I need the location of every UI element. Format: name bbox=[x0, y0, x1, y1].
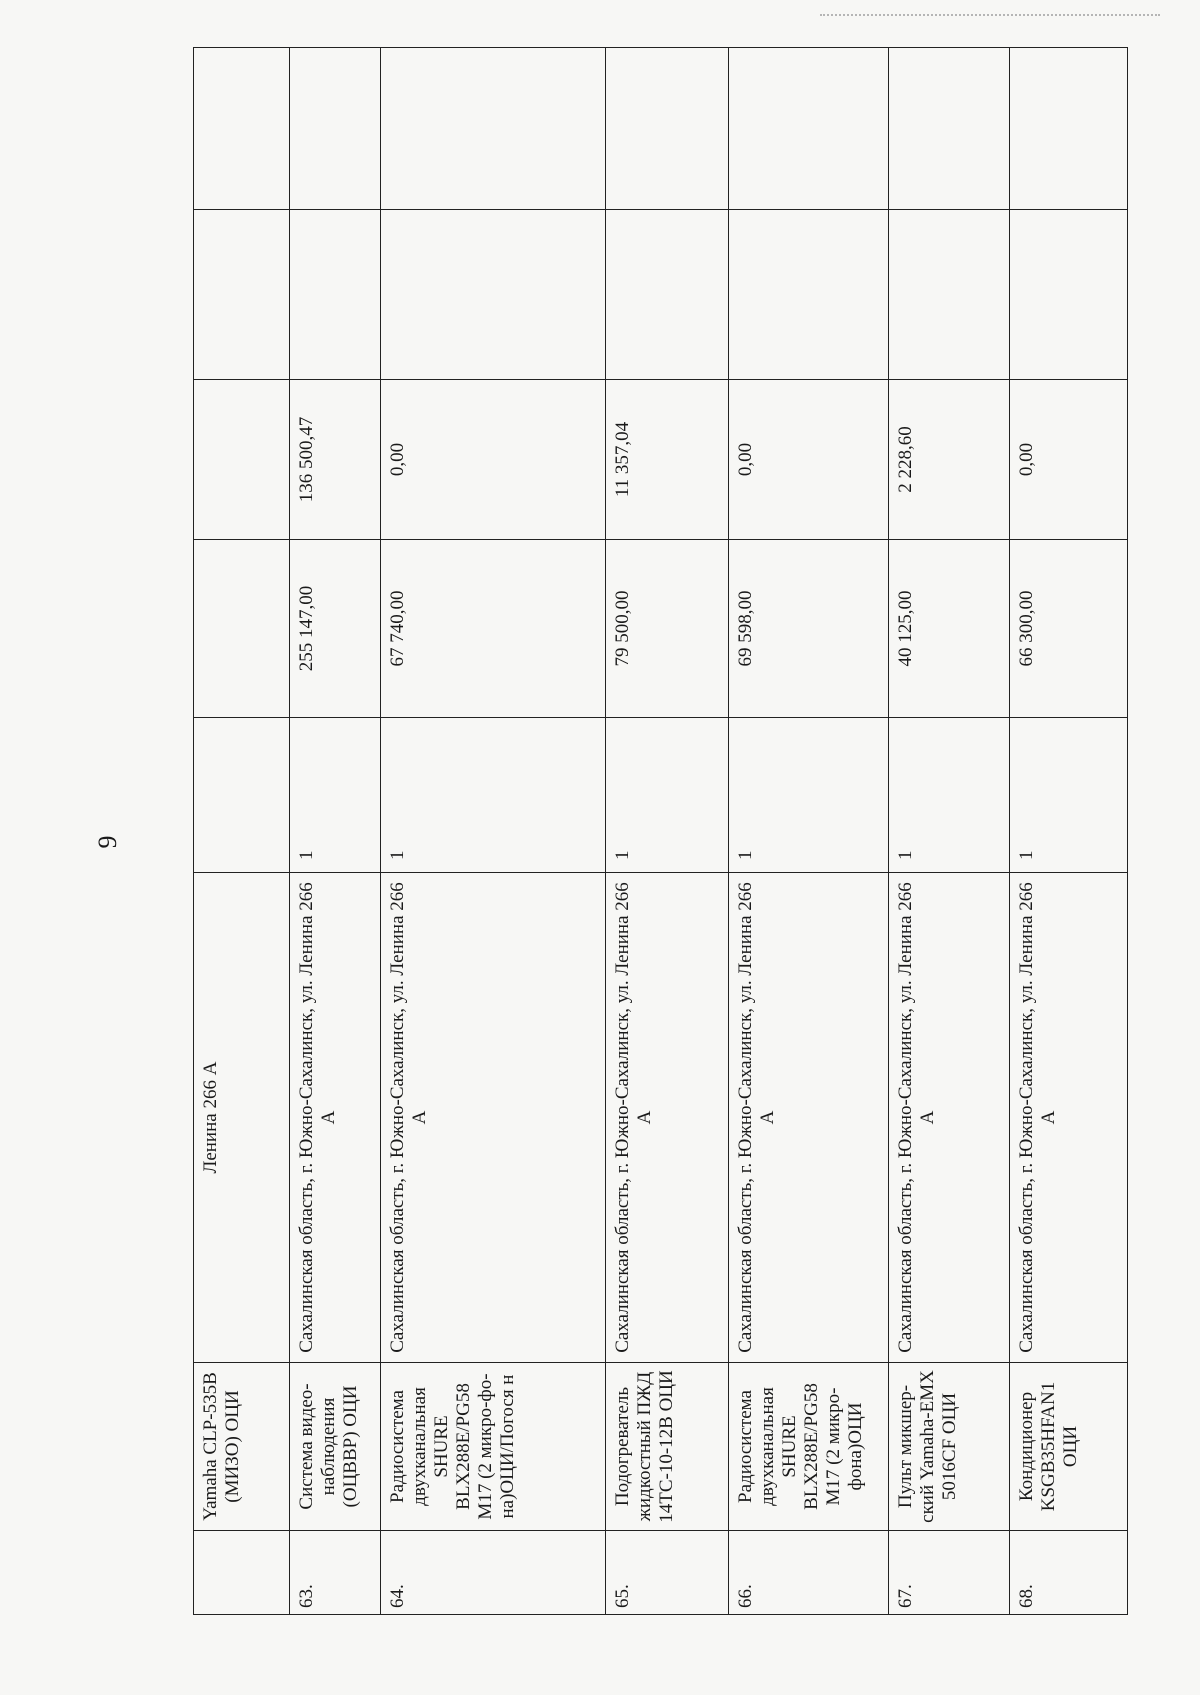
item-name: Система видео-наблюдения (ОЦВВР) ОЦИ bbox=[290, 1363, 381, 1531]
scan-marks bbox=[820, 14, 1160, 26]
item-name: Радиосистема двухканальная SHURE BLX288E/PG58 M17 (2 микро-фо-на)ОЦИ/Погося н bbox=[381, 1363, 606, 1531]
item-address: Сахалинская область, г. Южно-Сахалинск, ул. Ленина 266 А bbox=[889, 873, 1010, 1363]
table-row bbox=[290, 48, 381, 1615]
item-cost: 40 125,00 bbox=[889, 540, 1010, 718]
item-extra-1 bbox=[194, 210, 290, 380]
item-cost: 79 500,00 bbox=[605, 540, 728, 718]
document-sheet bbox=[193, 48, 1128, 1615]
item-extra-1 bbox=[1010, 210, 1128, 380]
item-quantity bbox=[194, 718, 290, 873]
item-residual-value: 2 228,60 bbox=[889, 380, 1010, 540]
item-residual-value: 0,00 bbox=[728, 380, 888, 540]
row-number: 64. bbox=[381, 1531, 606, 1615]
item-quantity: 1 bbox=[381, 718, 606, 873]
item-extra-2 bbox=[290, 48, 381, 210]
table-row bbox=[1010, 48, 1128, 1615]
row-number: 65. bbox=[605, 1531, 728, 1615]
item-cost bbox=[194, 540, 290, 718]
document-sheet-inner bbox=[193, 48, 1128, 1615]
item-quantity: 1 bbox=[728, 718, 888, 873]
table-row bbox=[605, 48, 728, 1615]
item-extra-1 bbox=[728, 210, 888, 380]
item-quantity: 1 bbox=[1010, 718, 1128, 873]
page-number: 9 bbox=[93, 835, 122, 849]
table-row bbox=[728, 48, 888, 1615]
item-address: Сахалинская область, г. Южно-Сахалинск, ул. Ленина 266 А bbox=[381, 873, 606, 1363]
item-cost: 66 300,00 bbox=[1010, 540, 1128, 718]
item-name: Подогреватель жидкостный ПЖД 14ТС-10-12В ОЦИ bbox=[605, 1363, 728, 1531]
item-extra-1 bbox=[605, 210, 728, 380]
item-extra-2 bbox=[889, 48, 1010, 210]
table-row bbox=[381, 48, 606, 1615]
item-cost: 255 147,00 bbox=[290, 540, 381, 718]
item-extra-2 bbox=[194, 48, 290, 210]
inventory-table bbox=[193, 47, 1128, 1615]
table-row bbox=[194, 48, 290, 1615]
item-cost: 67 740,00 bbox=[381, 540, 606, 718]
item-address: Сахалинская область, г. Южно-Сахалинск, ул. Ленина 266 А bbox=[728, 873, 888, 1363]
item-extra-1 bbox=[889, 210, 1010, 380]
item-residual-value: 136 500,47 bbox=[290, 380, 381, 540]
item-quantity: 1 bbox=[605, 718, 728, 873]
item-address: Сахалинская область, г. Южно-Сахалинск, ул. Ленина 266 А bbox=[605, 873, 728, 1363]
item-address: Сахалинская область, г. Южно-Сахалинск, ул. Ленина 266 А bbox=[290, 873, 381, 1363]
item-address: Ленина 266 А bbox=[194, 873, 290, 1363]
item-residual-value: 11 357,04 bbox=[605, 380, 728, 540]
item-residual-value: 0,00 bbox=[381, 380, 606, 540]
item-extra-2 bbox=[605, 48, 728, 210]
row-number: 68. bbox=[1010, 1531, 1128, 1615]
row-number: 63. bbox=[290, 1531, 381, 1615]
item-extra-2 bbox=[728, 48, 888, 210]
item-residual-value: 0,00 bbox=[1010, 380, 1128, 540]
item-name: Пульт микшер-ский Yamaha-EMX 5016CF ОЦИ bbox=[889, 1363, 1010, 1531]
row-number: 67. bbox=[889, 1531, 1010, 1615]
item-extra-1 bbox=[381, 210, 606, 380]
item-extra-2 bbox=[381, 48, 606, 210]
row-number bbox=[194, 1531, 290, 1615]
item-extra-1 bbox=[290, 210, 381, 380]
table-body bbox=[194, 48, 1128, 1615]
item-quantity: 1 bbox=[889, 718, 1010, 873]
item-quantity: 1 bbox=[290, 718, 381, 873]
row-number: 66. bbox=[728, 1531, 888, 1615]
table-row bbox=[889, 48, 1010, 1615]
item-cost: 69 598,00 bbox=[728, 540, 888, 718]
item-name: Yamaha CLP-535B (МИЗО) ОЦИ bbox=[194, 1363, 290, 1531]
item-residual-value bbox=[194, 380, 290, 540]
item-address: Сахалинская область, г. Южно-Сахалинск, ул. Ленина 266 А bbox=[1010, 873, 1128, 1363]
item-extra-2 bbox=[1010, 48, 1128, 210]
item-name: Радиосистема двухканальная SHURE BLX288E/PG58 M17 (2 микро-фона)ОЦИ bbox=[728, 1363, 888, 1531]
item-name: Кондиционер KSGB35HFAN1 ОЦИ bbox=[1010, 1363, 1128, 1531]
